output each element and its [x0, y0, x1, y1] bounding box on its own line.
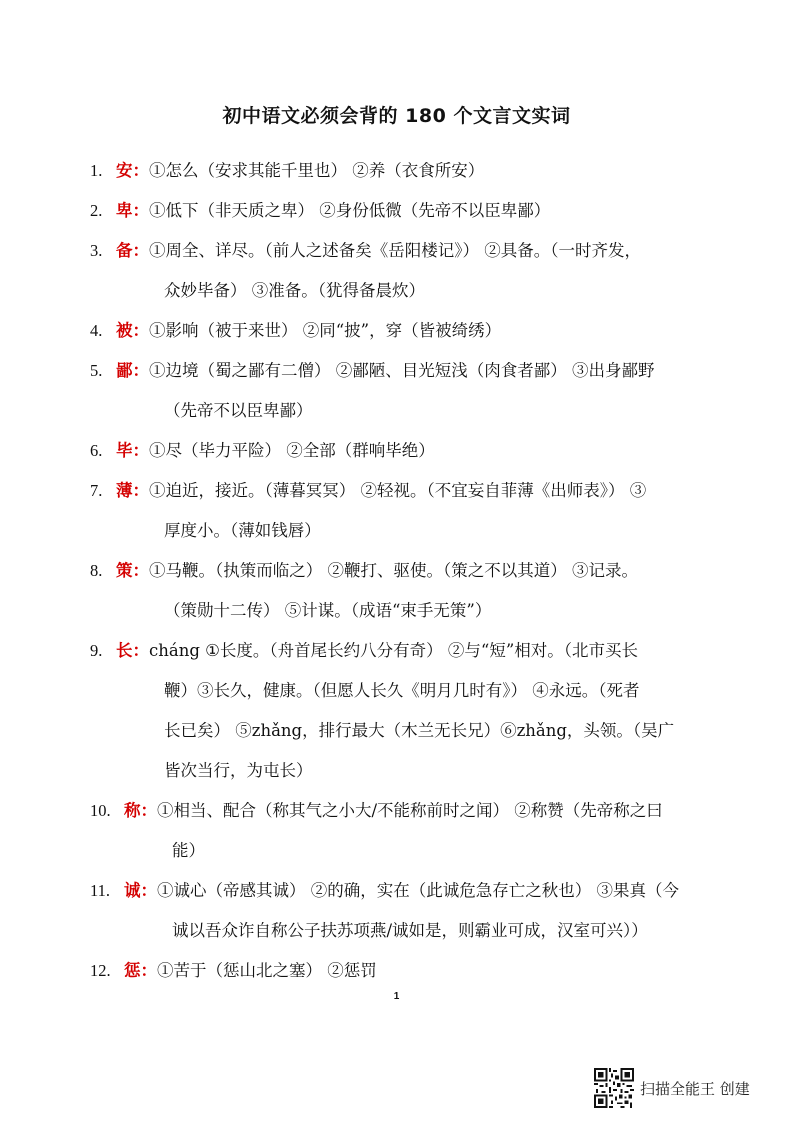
entry-number: 9.	[90, 641, 103, 660]
vocab-entry	[0, 351, 793, 431]
headword: 称：	[124, 801, 157, 820]
vocab-entry	[0, 631, 793, 791]
entry-body	[124, 871, 724, 951]
headword: 长：	[116, 641, 149, 660]
page-title: 初中语文必须会背的 180 个文言文实词	[222, 105, 571, 127]
page-number: 1	[393, 991, 400, 1002]
entry-number: 2.	[90, 201, 103, 220]
scanner-watermark	[594, 1068, 750, 1108]
entry-number: 1.	[90, 161, 103, 180]
headword: 卑：	[116, 201, 149, 220]
headword: 鄙：	[116, 361, 149, 380]
entry-number: 3.	[90, 241, 103, 260]
entry-body	[116, 631, 716, 791]
definition-continuation: 诚以吾众诈自称公子扶苏项燕/诚如是，则霸业可成，汉室可兴））	[172, 921, 648, 940]
definition-continuation: 皆次当行，为屯长）	[164, 761, 313, 780]
vocab-entry	[0, 431, 793, 471]
entry-body	[124, 951, 724, 991]
headword: 毕：	[116, 441, 149, 460]
definition-line: ①迫近，接近。（薄暮冥冥） ②轻视。（不宜妄自菲薄《出师表》） ③	[149, 481, 647, 500]
entry-body	[116, 351, 716, 431]
scanner-label: 扫描全能王 创建	[640, 1079, 750, 1098]
entry-body	[116, 231, 716, 311]
entry-number: 7.	[90, 481, 103, 500]
vocab-entry	[0, 191, 793, 231]
vocabulary-list	[0, 151, 793, 991]
entry-body	[116, 471, 716, 551]
definition-line: ①周全、详尽。（前人之述备矣《岳阳楼记》） ②具备。（一时齐发，	[149, 241, 641, 260]
entry-body	[116, 151, 716, 191]
headword: 策：	[116, 561, 149, 580]
headword: 被：	[116, 321, 149, 340]
definition-line: ①相当、配合（称其气之小大/不能称前时之闻） ②称赞（先帝称之曰	[157, 801, 663, 820]
definition-continuation: 长已矣） ⑤zhǎng，排行最大（木兰无长兄）⑥zhǎng，头领。（吴广	[164, 721, 675, 740]
headword: 安：	[116, 161, 149, 180]
entry-body	[124, 791, 724, 871]
definition-line: ①边境（蜀之鄙有二僧） ②鄙陋、目光短浅（肉食者鄙） ③出身鄙野	[149, 361, 655, 380]
definition-continuation: 厚度小。（薄如钱唇）	[164, 521, 321, 540]
vocab-entry	[0, 471, 793, 551]
entry-number: 10.	[90, 801, 111, 820]
entry-number: 8.	[90, 561, 103, 580]
definition-line: cháng ①长度。（舟首尾长约八分有奇） ②与“短”相对。（北市买长	[149, 641, 639, 660]
definition-continuation: 鞭）③长久，健康。（但愿人长久《明月几时有》） ④永远。（死者	[164, 681, 640, 700]
definition-line: ①苦于（惩山北之塞） ②惩罚	[157, 961, 377, 980]
entry-number: 5.	[90, 361, 103, 380]
entry-body	[116, 431, 716, 471]
vocab-entry	[0, 151, 793, 191]
definition-line: ①马鞭。（执策而临之） ②鞭打、驱使。（策之不以其道） ③记录。	[149, 561, 638, 580]
entry-number: 6.	[90, 441, 103, 460]
qr-code-icon	[594, 1068, 634, 1108]
entry-body	[116, 551, 716, 631]
vocab-entry	[0, 551, 793, 631]
definition-line: ①影响（被于来世） ②同“披”，穿（皆被绮绣）	[149, 321, 502, 340]
definition-line: ①怎么（安求其能千里也） ②养（衣食所安）	[149, 161, 485, 180]
definition-continuation: 众妙毕备） ③准备。（犹得备晨炊）	[164, 281, 425, 300]
definition-line: ①尽（毕力平险） ②全部（群响毕绝）	[149, 441, 435, 460]
entry-number: 12.	[90, 961, 111, 980]
headword: 诚：	[124, 881, 157, 900]
vocab-entry	[0, 871, 793, 951]
vocab-entry	[0, 231, 793, 311]
entry-number: 4.	[90, 321, 103, 340]
definition-continuation: （先帝不以臣卑鄙）	[164, 401, 313, 420]
headword: 薄：	[116, 481, 149, 500]
entry-body	[116, 191, 716, 231]
vocab-entry	[0, 951, 793, 991]
headword: 备：	[116, 241, 149, 260]
definition-continuation: （策勋十二传） ⑤计谋。（成语“束手无策”）	[164, 601, 492, 620]
entry-body	[116, 311, 716, 351]
definition-continuation: 能）	[172, 841, 205, 860]
vocab-entry	[0, 791, 793, 871]
entry-number: 11.	[90, 881, 111, 900]
vocab-entry	[0, 311, 793, 351]
definition-line: ①诚心（帝感其诚） ②的确，实在（此诚危急存亡之秋也） ③果真（今	[157, 881, 679, 900]
headword: 惩：	[124, 961, 157, 980]
definition-line: ①低下（非天质之卑） ②身份低微（先帝不以臣卑鄙）	[149, 201, 551, 220]
